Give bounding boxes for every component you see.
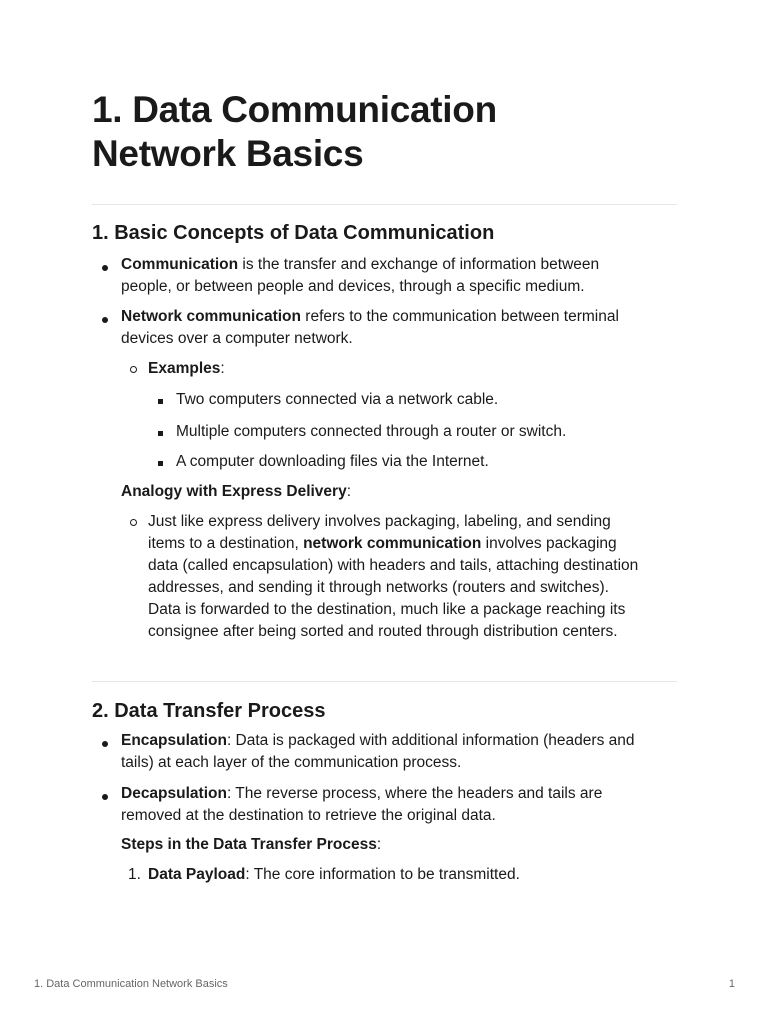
text-span: : — [346, 483, 352, 500]
examples-label — [148, 358, 225, 380]
square-bullet — [158, 461, 163, 466]
section-1-heading: 1. Basic Concepts of Data Communication — [92, 222, 495, 244]
text-span: Encapsulation — [121, 732, 227, 749]
encapsulation-definition — [121, 730, 635, 774]
title-line-1: 1. Data Communication — [92, 89, 497, 130]
text-span: Analogy with Express Delivery — [121, 483, 347, 500]
step-item — [148, 864, 520, 886]
term-communication: Communication — [121, 256, 239, 273]
circle-bullet — [130, 519, 137, 526]
square-bullet — [158, 399, 163, 404]
text-span: Just like express delivery involves packaging, labeling, and sending — [148, 513, 611, 530]
example-item: A computer downloading files via the Internet. — [176, 453, 489, 470]
example-item: Two computers connected via a network cable. — [176, 391, 499, 408]
text-span: Data is forwarded to the destination, much like a package reaching its — [148, 601, 626, 618]
circle-bullet — [130, 366, 137, 373]
text-span: : The reverse process, where the headers and tails are — [226, 785, 603, 802]
text-span: : Data is packaged with additional information (headers and — [226, 732, 635, 749]
bullet — [102, 794, 108, 800]
example-item: Multiple computers connected through a router or switch. — [176, 423, 567, 440]
steps-label — [121, 834, 381, 856]
text-span: removed at the destination to retrieve the original data. — [121, 807, 496, 824]
text-span: Steps in the Data Transfer Process — [121, 836, 377, 853]
term-network-communication: Network communication — [121, 308, 301, 325]
text-span: Data Payload — [148, 866, 246, 883]
bullet — [102, 317, 108, 323]
text-span: network communication — [303, 535, 482, 552]
text-span: tails) at each layer of the communication process. — [121, 754, 462, 771]
text-span: refers to the communication between terminal — [301, 308, 619, 325]
analogy-paragraph — [148, 511, 638, 643]
title-line-2: Network Basics — [92, 133, 364, 174]
text-span: : — [220, 360, 225, 377]
footer-page-number: 1 — [728, 978, 735, 990]
divider — [92, 681, 677, 682]
communication-definition — [121, 254, 599, 298]
decapsulation-definition — [121, 783, 602, 827]
bullet — [102, 741, 108, 747]
text-span: Decapsulation — [121, 785, 227, 802]
bullet — [102, 265, 108, 271]
network-communication-definition — [121, 306, 619, 350]
footer-title: 1. Data Communication Network Basics — [34, 978, 228, 990]
text-span: involves packaging — [481, 535, 617, 552]
step-number: 1. — [128, 866, 141, 883]
page-title — [92, 88, 652, 176]
text-span: devices over a computer network. — [121, 330, 353, 347]
text-span: people, or between people and devices, through a specific medium. — [121, 278, 585, 295]
text-span: data (called encapsulation) with headers and tails, attaching destination — [148, 557, 639, 574]
text-span: : — [376, 836, 382, 853]
text-span: consignee after being sorted and routed through distribution centers. — [148, 623, 618, 640]
text-span: addresses, and sending it through networks (routers and switches). — [148, 579, 609, 596]
divider — [92, 204, 677, 205]
text-span: items to a destination, — [148, 535, 304, 552]
analogy-label — [121, 481, 351, 503]
text-span: is the transfer and exchange of information between — [238, 256, 600, 273]
text-span: Examples — [148, 360, 221, 377]
square-bullet — [158, 431, 163, 436]
section-2-heading: 2. Data Transfer Process — [92, 700, 326, 722]
text-span: : The core information to be transmitted. — [245, 866, 520, 883]
